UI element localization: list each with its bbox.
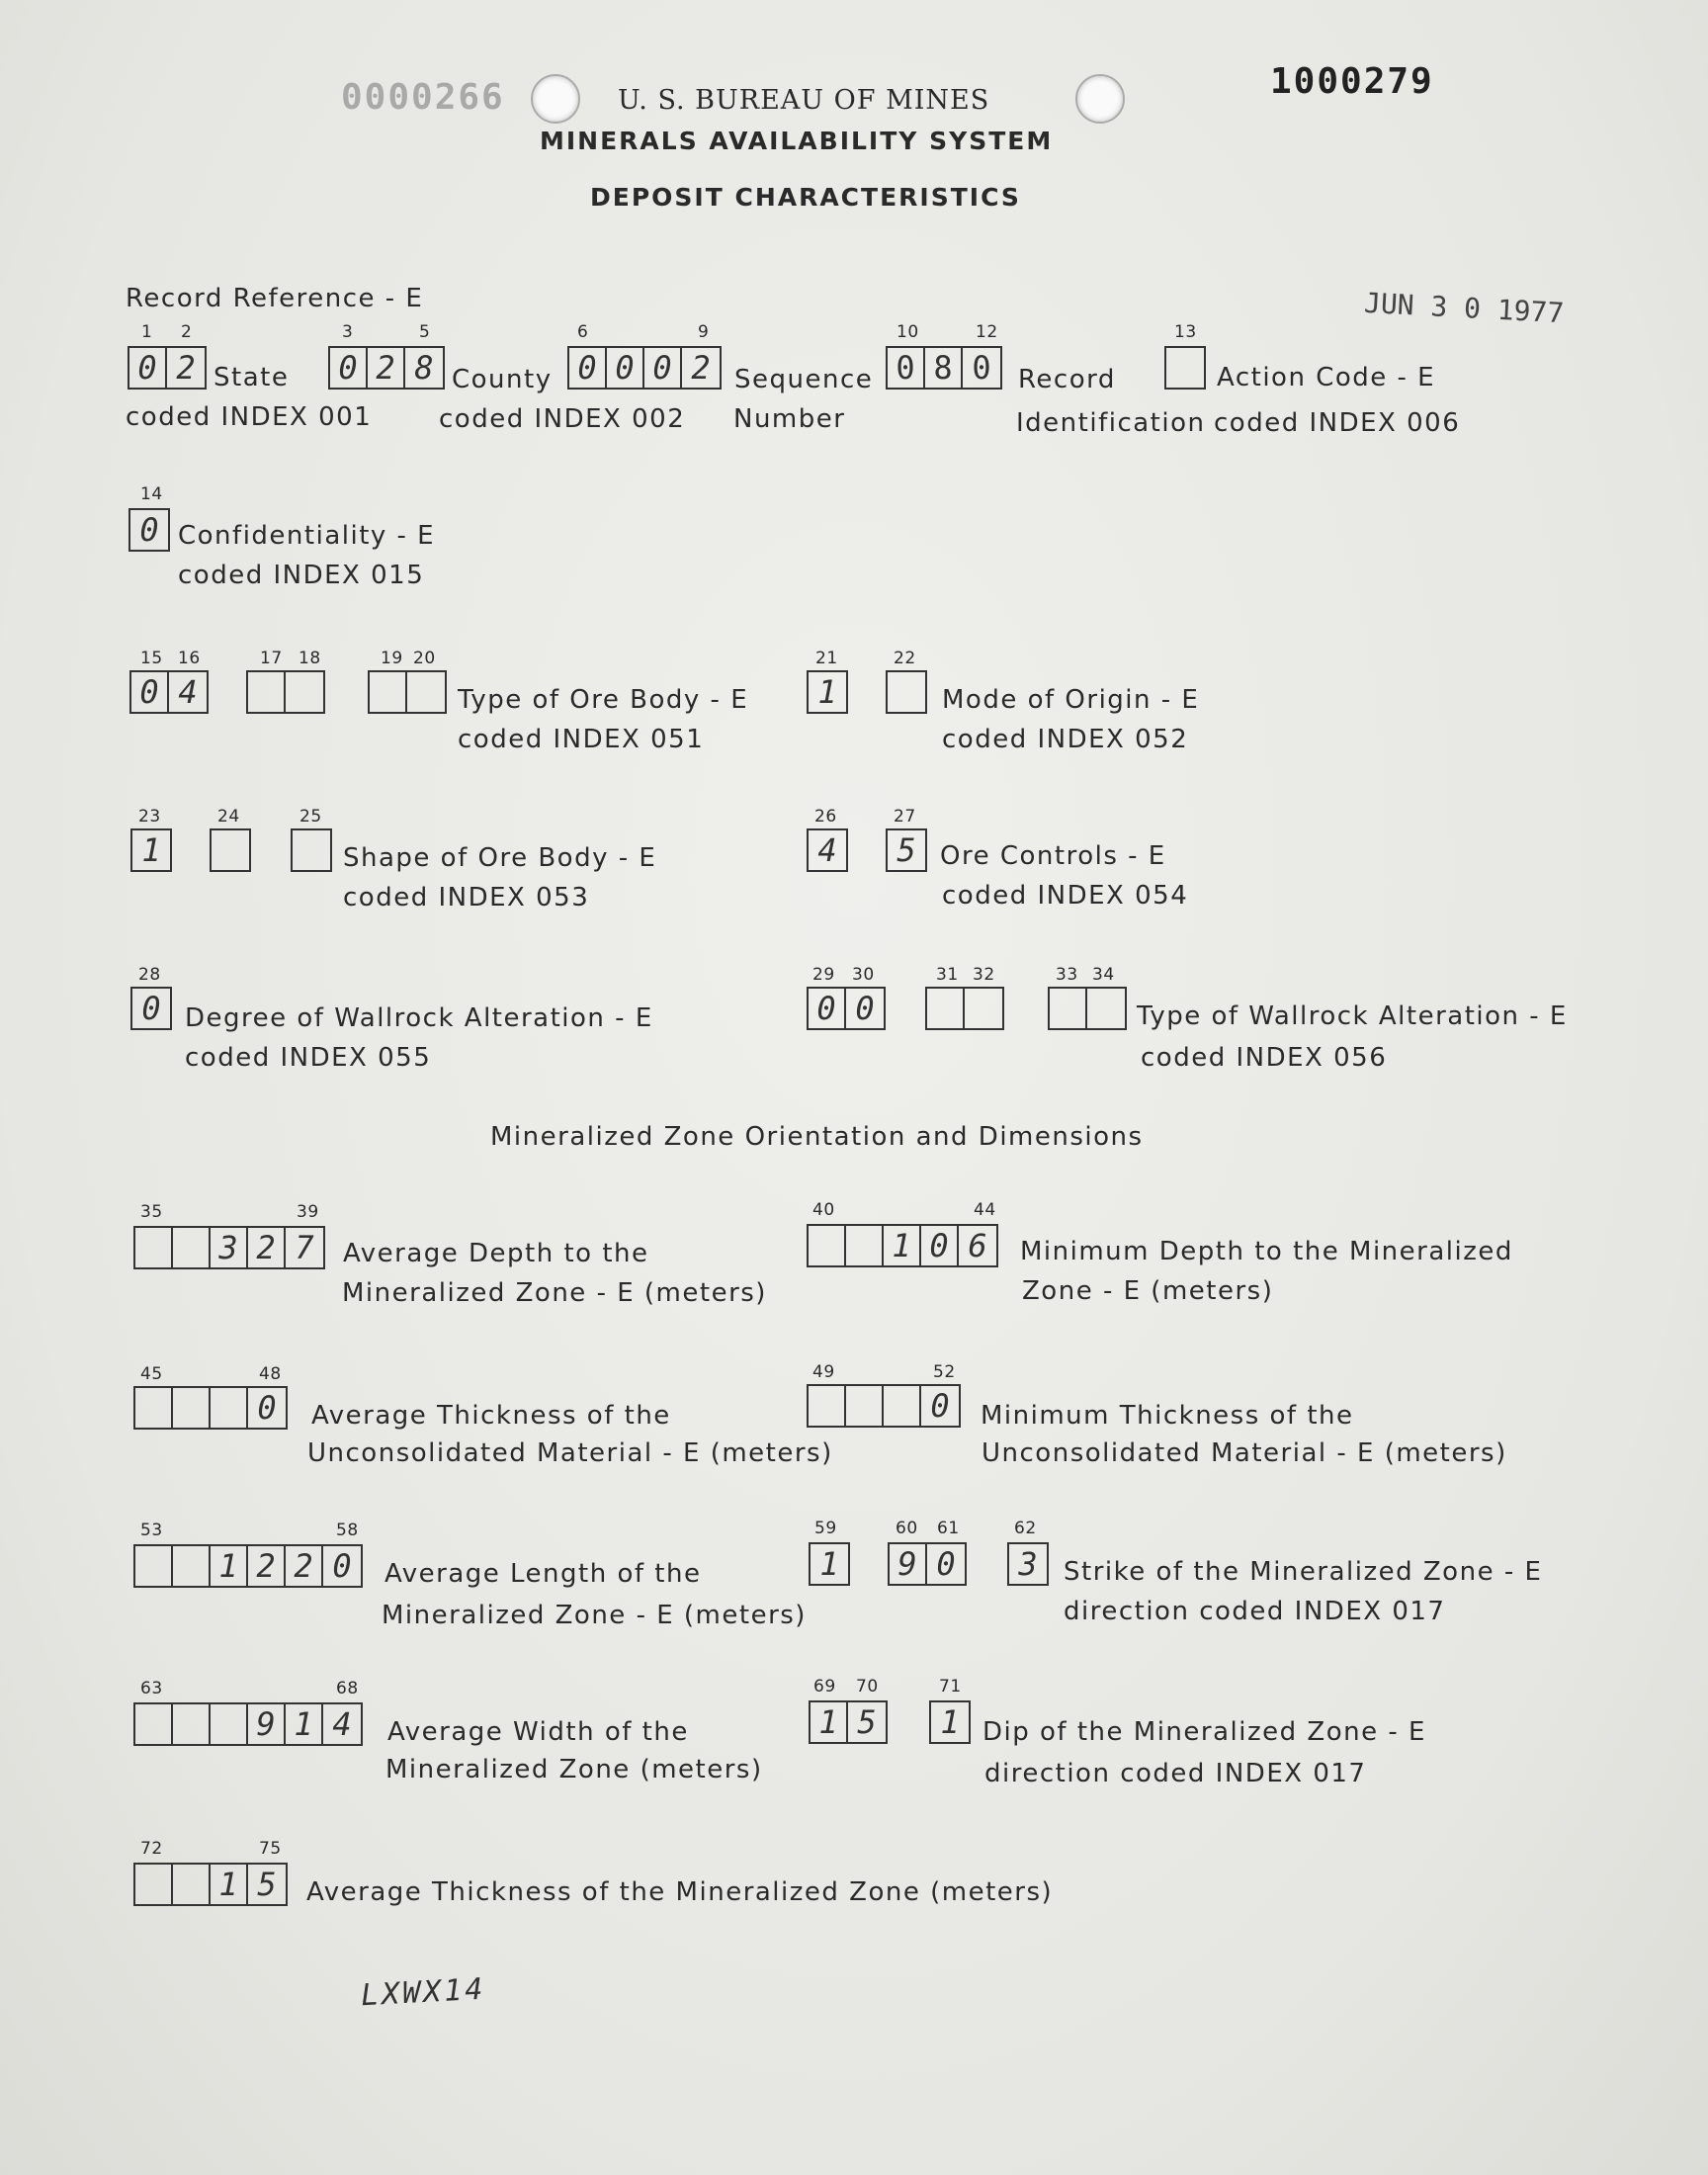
sequence-code-boxes	[567, 346, 722, 390]
code-cell[interactable]	[1087, 989, 1125, 1028]
code-cell[interactable]: 0	[921, 1226, 959, 1265]
avg-depth-unit-label: Mineralized Zone - E (meters)	[342, 1278, 767, 1308]
wallrock-degree-index-label: coded INDEX 055	[185, 1043, 432, 1073]
col-number: 6	[577, 322, 589, 342]
system-name: MINERALS AVAILABILITY SYSTEM	[540, 127, 1054, 155]
code-cell[interactable]: 2	[368, 348, 405, 388]
wallrock-type-label: Type of Wallrock Alteration - E	[1137, 1001, 1568, 1031]
col-number: 45	[140, 1364, 163, 1384]
code-cell[interactable]	[173, 1704, 211, 1744]
col-number: 40	[812, 1200, 835, 1220]
strike-index-label: direction coded INDEX 017	[1064, 1597, 1446, 1626]
code-cell[interactable]	[888, 672, 925, 712]
code-cell[interactable]	[370, 672, 407, 712]
col-number: 29	[812, 965, 835, 985]
wallrock-type-boxes-b	[925, 987, 1004, 1030]
code-cell[interactable]	[173, 1546, 211, 1586]
code-cell[interactable]: 0	[972, 349, 991, 387]
code-cell[interactable]	[135, 1388, 173, 1428]
state-code-boxes	[128, 346, 207, 390]
ore-body-type-boxes-b	[246, 670, 325, 714]
min-uncons-label: Minimum Thickness of the	[981, 1401, 1354, 1431]
code-cell[interactable]	[846, 1226, 884, 1265]
col-number: 33	[1056, 965, 1078, 985]
state-index-label: coded INDEX 001	[126, 402, 373, 432]
code-cell[interactable]	[173, 1865, 211, 1904]
col-number: 16	[178, 649, 201, 668]
code-cell[interactable]: 4	[332, 1705, 352, 1743]
code-cell[interactable]	[173, 1388, 211, 1428]
county-index-label: coded INDEX 002	[439, 404, 686, 434]
col-number: 1	[141, 322, 153, 342]
dip-box-b	[929, 1700, 971, 1744]
code-cell[interactable]	[212, 830, 249, 870]
code-cell[interactable]	[846, 1386, 884, 1426]
code-cell[interactable]: 0	[131, 672, 169, 712]
ore-controls-box-a	[807, 828, 848, 872]
code-cell[interactable]	[293, 830, 330, 870]
avg-length-boxes	[133, 1544, 363, 1588]
col-number: 25	[299, 807, 322, 826]
code-cell[interactable]	[135, 1228, 173, 1267]
confidentiality-index-label: coded INDEX 015	[178, 561, 425, 590]
code-cell[interactable]: 1	[141, 831, 161, 869]
ore-controls-box-b	[886, 828, 927, 872]
col-number: 2	[181, 322, 193, 342]
col-number: 12	[976, 322, 998, 342]
mode-of-origin-label: Mode of Origin - E	[942, 685, 1200, 715]
code-cell[interactable]: 2	[286, 1546, 323, 1586]
code-cell[interactable]	[809, 1386, 846, 1426]
dip-boxes-a	[809, 1700, 888, 1744]
col-number: 21	[815, 649, 838, 668]
code-cell[interactable]: 0	[139, 511, 159, 549]
avg-uncons-unit-label: Unconsolidated Material - E (meters)	[307, 1438, 833, 1468]
wallrock-type-boxes-a	[807, 987, 886, 1030]
record-label: Record	[1018, 365, 1116, 394]
code-cell[interactable]: 5	[857, 1703, 877, 1741]
sequence-label: Sequence	[734, 365, 874, 394]
wallrock-type-index-label: coded INDEX 056	[1141, 1043, 1388, 1073]
ore-controls-label: Ore Controls - E	[940, 841, 1166, 871]
dip-index-label: direction coded INDEX 017	[984, 1759, 1367, 1788]
confidentiality-box	[128, 508, 170, 552]
code-cell[interactable]: 1	[819, 1545, 839, 1583]
avg-width-unit-label: Mineralized Zone (meters)	[385, 1755, 763, 1784]
document-number: 1000279	[1270, 61, 1434, 102]
col-number: 59	[814, 1519, 837, 1538]
code-cell[interactable]: 3	[1018, 1545, 1038, 1583]
dip-label: Dip of the Mineralized Zone - E	[982, 1717, 1426, 1747]
code-cell[interactable]: 0	[930, 1387, 950, 1425]
faded-document-number: 0000266	[341, 77, 505, 118]
min-depth-boxes	[807, 1224, 998, 1267]
col-number: 3	[342, 322, 354, 342]
shape-index-label: coded INDEX 053	[343, 883, 590, 913]
col-number: 32	[973, 965, 995, 985]
col-number: 24	[217, 807, 240, 826]
avg-length-unit-label: Mineralized Zone - E (meters)	[382, 1601, 807, 1630]
code-cell[interactable]	[135, 1546, 173, 1586]
code-cell[interactable]	[211, 1388, 248, 1428]
code-cell[interactable]: 0	[129, 348, 167, 388]
code-cell[interactable]: 6	[968, 1227, 987, 1264]
col-number: 71	[939, 1677, 962, 1696]
date-stamp: JUN 3 0 1977	[1363, 286, 1566, 330]
code-cell[interactable]: 0	[332, 1547, 352, 1585]
col-number: 20	[413, 649, 436, 668]
col-number: 58	[336, 1521, 359, 1540]
col-number: 26	[814, 807, 837, 826]
avg-width-boxes	[133, 1702, 363, 1746]
code-cell[interactable]: 1	[884, 1226, 921, 1265]
col-number: 60	[896, 1519, 918, 1538]
code-cell[interactable]: 4	[178, 673, 198, 711]
ore-body-type-index-label: coded INDEX 051	[458, 725, 705, 754]
col-number: 34	[1092, 965, 1115, 985]
col-number: 13	[1174, 322, 1197, 342]
shape-box-b	[210, 828, 251, 872]
action-code-label: Action Code - E	[1217, 363, 1436, 392]
col-number: 68	[336, 1679, 359, 1698]
col-number: 62	[1014, 1519, 1037, 1538]
action-code-box	[1164, 346, 1206, 390]
county-label: County	[452, 365, 553, 394]
col-number: 53	[140, 1521, 163, 1540]
avg-width-label: Average Width of the	[387, 1717, 689, 1747]
code-cell[interactable]: 1	[211, 1546, 248, 1586]
col-number: 75	[259, 1839, 282, 1859]
col-number: 9	[698, 322, 710, 342]
code-cell[interactable]: 7	[295, 1229, 314, 1266]
code-cell[interactable]	[927, 989, 965, 1028]
avg-thickness-label: Average Thickness of the Mineralized Zone (meters)	[306, 1877, 1054, 1907]
col-number: 23	[138, 807, 161, 826]
code-cell[interactable]	[407, 672, 445, 712]
wallrock-type-boxes-c	[1048, 987, 1127, 1030]
col-number: 31	[936, 965, 959, 985]
shape-box-a	[130, 828, 172, 872]
col-number: 63	[140, 1679, 163, 1698]
mode-of-origin-box-b	[886, 670, 927, 714]
col-number: 49	[812, 1362, 835, 1382]
strike-boxes-b	[888, 1542, 967, 1586]
col-number: 35	[140, 1202, 163, 1222]
avg-depth-boxes	[133, 1226, 325, 1269]
wallrock-degree-box	[130, 987, 172, 1030]
col-number: 18	[299, 649, 321, 668]
confidentiality-label: Confidentiality - E	[178, 521, 436, 551]
ore-body-type-label: Type of Ore Body - E	[458, 685, 749, 715]
code-cell[interactable]	[211, 1704, 248, 1744]
col-number: 69	[813, 1677, 836, 1696]
code-cell[interactable]: 0	[330, 348, 368, 388]
code-cell[interactable]: 0	[607, 348, 644, 388]
avg-length-label: Average Length of the	[384, 1559, 702, 1589]
col-number: 5	[419, 322, 431, 342]
col-number: 52	[933, 1362, 956, 1382]
code-cell[interactable]: 0	[644, 348, 682, 388]
mode-of-origin-index-label: coded INDEX 052	[942, 725, 1189, 754]
col-number: 61	[937, 1519, 960, 1538]
code-cell[interactable]: 1	[817, 673, 837, 711]
mode-of-origin-box-a	[807, 670, 848, 714]
record-id-boxes	[886, 346, 1002, 390]
min-depth-label: Minimum Depth to the Mineralized	[1020, 1237, 1513, 1266]
code-cell[interactable]: 5	[897, 831, 916, 869]
code-cell[interactable]: 5	[257, 1866, 277, 1903]
code-cell[interactable]: 2	[248, 1228, 286, 1267]
code-cell[interactable]: 1	[940, 1703, 960, 1741]
code-cell[interactable]: 0	[936, 1545, 956, 1583]
col-number: 72	[140, 1839, 163, 1859]
code-cell[interactable]	[884, 1386, 921, 1426]
ore-body-type-boxes-a	[129, 670, 209, 714]
code-cell[interactable]: 9	[890, 1544, 927, 1584]
code-cell[interactable]: 0	[855, 990, 875, 1027]
strike-box-a	[809, 1542, 850, 1586]
min-uncons-boxes	[807, 1384, 961, 1428]
col-number: 48	[259, 1364, 282, 1384]
code-cell[interactable]: 9	[248, 1704, 286, 1744]
col-number: 44	[974, 1200, 996, 1220]
col-number: 19	[381, 649, 403, 668]
code-cell[interactable]: 0	[888, 348, 925, 388]
min-depth-unit-label: Zone - E (meters)	[1022, 1276, 1274, 1306]
code-cell[interactable]: 2	[248, 1546, 286, 1586]
section-title: Mineralized Zone Orientation and Dimensions	[490, 1122, 1144, 1152]
col-number: 10	[897, 322, 919, 342]
code-cell[interactable]	[135, 1865, 173, 1904]
punch-hole	[1075, 74, 1125, 124]
code-cell[interactable]: 1	[211, 1865, 248, 1904]
handwritten-note: LXWX14	[360, 1971, 487, 2014]
col-number: 39	[297, 1202, 319, 1222]
code-cell[interactable]: 8	[414, 349, 434, 387]
avg-thickness-boxes	[133, 1863, 288, 1906]
code-cell[interactable]	[1050, 989, 1087, 1028]
record-reference-label: Record Reference - E	[126, 284, 424, 313]
code-cell[interactable]	[248, 672, 286, 712]
code-cell[interactable]: 0	[569, 348, 607, 388]
col-number: 70	[856, 1677, 879, 1696]
col-number: 28	[138, 965, 161, 985]
strike-box-c	[1007, 1542, 1049, 1586]
col-number: 22	[894, 649, 916, 668]
code-cell[interactable]: 2	[176, 349, 196, 387]
code-cell[interactable]: 1	[286, 1704, 323, 1744]
min-uncons-unit-label: Unconsolidated Material - E (meters)	[982, 1438, 1507, 1468]
code-cell[interactable]	[286, 672, 323, 712]
code-cell[interactable]	[1166, 348, 1204, 388]
code-cell[interactable]: 8	[925, 348, 963, 388]
state-label: State	[214, 363, 290, 392]
shape-box-c	[291, 828, 332, 872]
col-number: 30	[852, 965, 875, 985]
county-code-boxes	[328, 346, 445, 390]
punch-hole	[531, 74, 580, 124]
agency-name: U. S. BUREAU OF MINES	[618, 85, 990, 116]
strike-label: Strike of the Mineralized Zone - E	[1064, 1557, 1543, 1587]
code-cell[interactable]: 1	[811, 1702, 848, 1742]
code-cell[interactable]: 2	[691, 349, 711, 387]
ore-body-type-boxes-c	[368, 670, 447, 714]
avg-uncons-label: Average Thickness of the	[311, 1401, 671, 1431]
code-cell[interactable]: 4	[817, 831, 837, 869]
code-cell[interactable]	[809, 1226, 846, 1265]
wallrock-degree-label: Degree of Wallrock Alteration - E	[185, 1003, 653, 1033]
form-title: DEPOSIT CHARACTERISTICS	[590, 183, 1021, 212]
col-number: 17	[260, 649, 283, 668]
avg-uncons-boxes	[133, 1386, 288, 1430]
code-cell[interactable]: 0	[141, 990, 161, 1027]
shape-label: Shape of Ore Body - E	[343, 843, 657, 873]
action-code-index-label: coded INDEX 006	[1214, 408, 1461, 438]
code-cell[interactable]: 0	[809, 989, 846, 1028]
avg-depth-label: Average Depth to the	[343, 1239, 649, 1268]
code-cell[interactable]	[135, 1704, 173, 1744]
code-cell[interactable]	[965, 989, 1002, 1028]
code-cell[interactable]: 0	[257, 1389, 277, 1427]
code-cell[interactable]	[173, 1228, 211, 1267]
col-number: 15	[140, 649, 163, 668]
col-number: 27	[894, 807, 916, 826]
identification-label: Identification	[1016, 408, 1206, 438]
code-cell[interactable]: 3	[211, 1228, 248, 1267]
ore-controls-index-label: coded INDEX 054	[942, 881, 1189, 911]
col-number: 14	[140, 484, 163, 504]
sequence-number-label: Number	[733, 404, 846, 434]
